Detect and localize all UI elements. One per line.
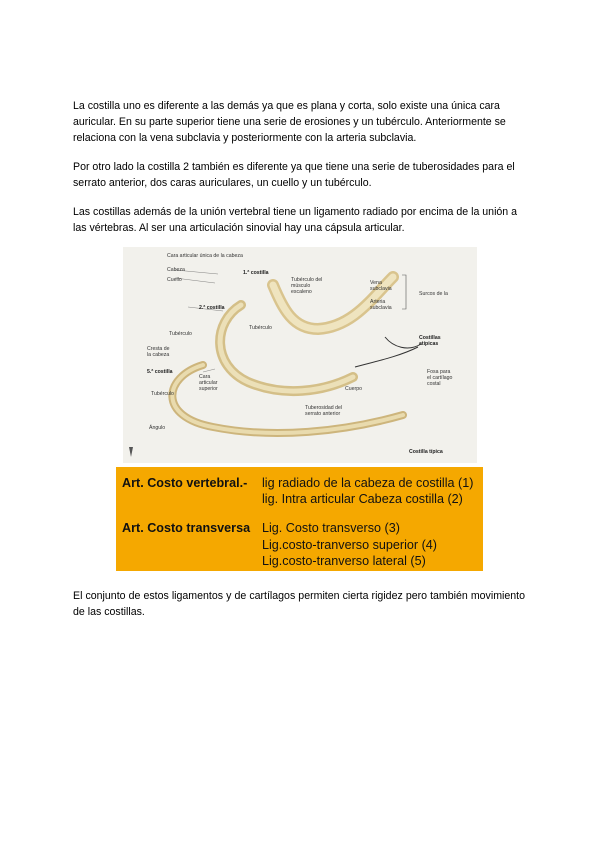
label-tuberosidad-2: serrato anterior: [305, 411, 341, 417]
costovertebral-ligament-1: lig radiado de la cabeza de costilla (1): [262, 476, 474, 490]
label-arteria-1: Arteria: [370, 299, 386, 305]
label-tuberculo-a: Tubérculo: [249, 325, 272, 331]
ribs-anatomy-figure: [123, 247, 477, 463]
label-cuerpo: Cuerpo: [345, 386, 363, 392]
label-cara-art-sup-1: Cara: [199, 374, 211, 380]
label-cresta-1: Cresta de: [147, 346, 170, 352]
costotransversa-ligament-2: Lig.costo-tranverso superior (4): [262, 538, 437, 552]
label-cara-art-sup-2: articular: [199, 380, 218, 386]
label-costilla-1: 1.ª costilla: [243, 270, 269, 276]
label-fosa-3: costal: [427, 381, 441, 387]
figure-mark-icon: [129, 447, 133, 457]
costovertebral-ligament-2: lig. Intra articular Cabeza costilla (2): [262, 492, 463, 506]
label-costillas-atipicas-2: atípicas: [419, 341, 439, 347]
paragraph-first-rib: La costilla uno es diferente a las demás ya que es plana y corta, solo existe una única cara auricular. En su parte superior tiene una serie de erosiones y un tubérculo. Anteriormente se relaciona con la vena subclavia y posteriormente con la arteria subclavia.: [73, 100, 506, 144]
costovertebral-title: Art. Costo vertebral.-: [122, 476, 248, 490]
atypical-arrow-1: [385, 337, 421, 348]
costotransversa-title: Art. Costo transversa: [122, 521, 251, 535]
paragraph-conclusion: El conjunto de estos ligamentos y de cartílagos permiten cierta rigidez pero también movimiento de las costillas.: [73, 590, 525, 618]
costotransversa-ligament-1: Lig. Costo transverso (3): [262, 521, 400, 535]
label-angulo: Ángulo: [149, 425, 166, 431]
label-tuberculo-musculo-2: músculo: [291, 283, 311, 289]
atypical-arrow-2: [355, 347, 418, 367]
surcos-bracket: [402, 275, 406, 309]
ribs-illustration: [123, 247, 477, 463]
label-fosa-2: el cartílago: [427, 375, 453, 381]
label-surcos: Surcos de la: [419, 291, 448, 297]
label-cara-art-sup-3: superior: [199, 386, 218, 392]
label-vena-1: Vena: [370, 280, 382, 286]
label-costilla-5: 5.ª costilla: [147, 369, 173, 375]
label-costilla-2: 2.ª costilla: [199, 305, 225, 311]
paragraph-second-rib: Por otro lado la costilla 2 también es diferente ya que tiene una serie de tuberosidades para el serrato anterior, dos caras auriculares, un cuello y un tubérculo.: [73, 161, 515, 189]
label-tuberculo-musculo-1: Tubérculo del: [291, 277, 323, 283]
label-costilla-tipica: Costilla típica: [409, 449, 443, 455]
label-costillas-atipicas-1: Costillas: [419, 335, 441, 341]
label-pointer-lines: [175, 270, 223, 372]
label-cara-articular: Cara articular única de la cabeza: [167, 253, 243, 259]
label-tuberculo-b: Tubérculo: [169, 331, 192, 337]
label-cresta-2: la cabeza: [147, 352, 170, 358]
ligaments-summary-box: [116, 467, 483, 571]
paragraph-radiate-ligament: Las costillas además de la unión vertebral tiene un ligamento radiado por encima de la unión a las vértebras. Al ser una articulación sinovial hay una cápsula articular.: [73, 206, 518, 234]
label-vena-2: subclavia: [370, 286, 392, 292]
costotransversa-ligament-3: Lig.costo-tranverso lateral (5): [262, 554, 426, 568]
label-arteria-2: subclavia: [370, 305, 392, 311]
label-cuello: Cuello: [167, 277, 182, 283]
label-fosa-1: Fosa para: [427, 369, 451, 375]
label-tuberculo-c: Tubérculo: [151, 391, 174, 397]
label-cabeza: Cabeza: [167, 267, 185, 273]
label-tuberosidad-1: Tuberosidad del: [305, 405, 343, 411]
label-tuberculo-musculo-3: escaleno: [291, 289, 312, 295]
